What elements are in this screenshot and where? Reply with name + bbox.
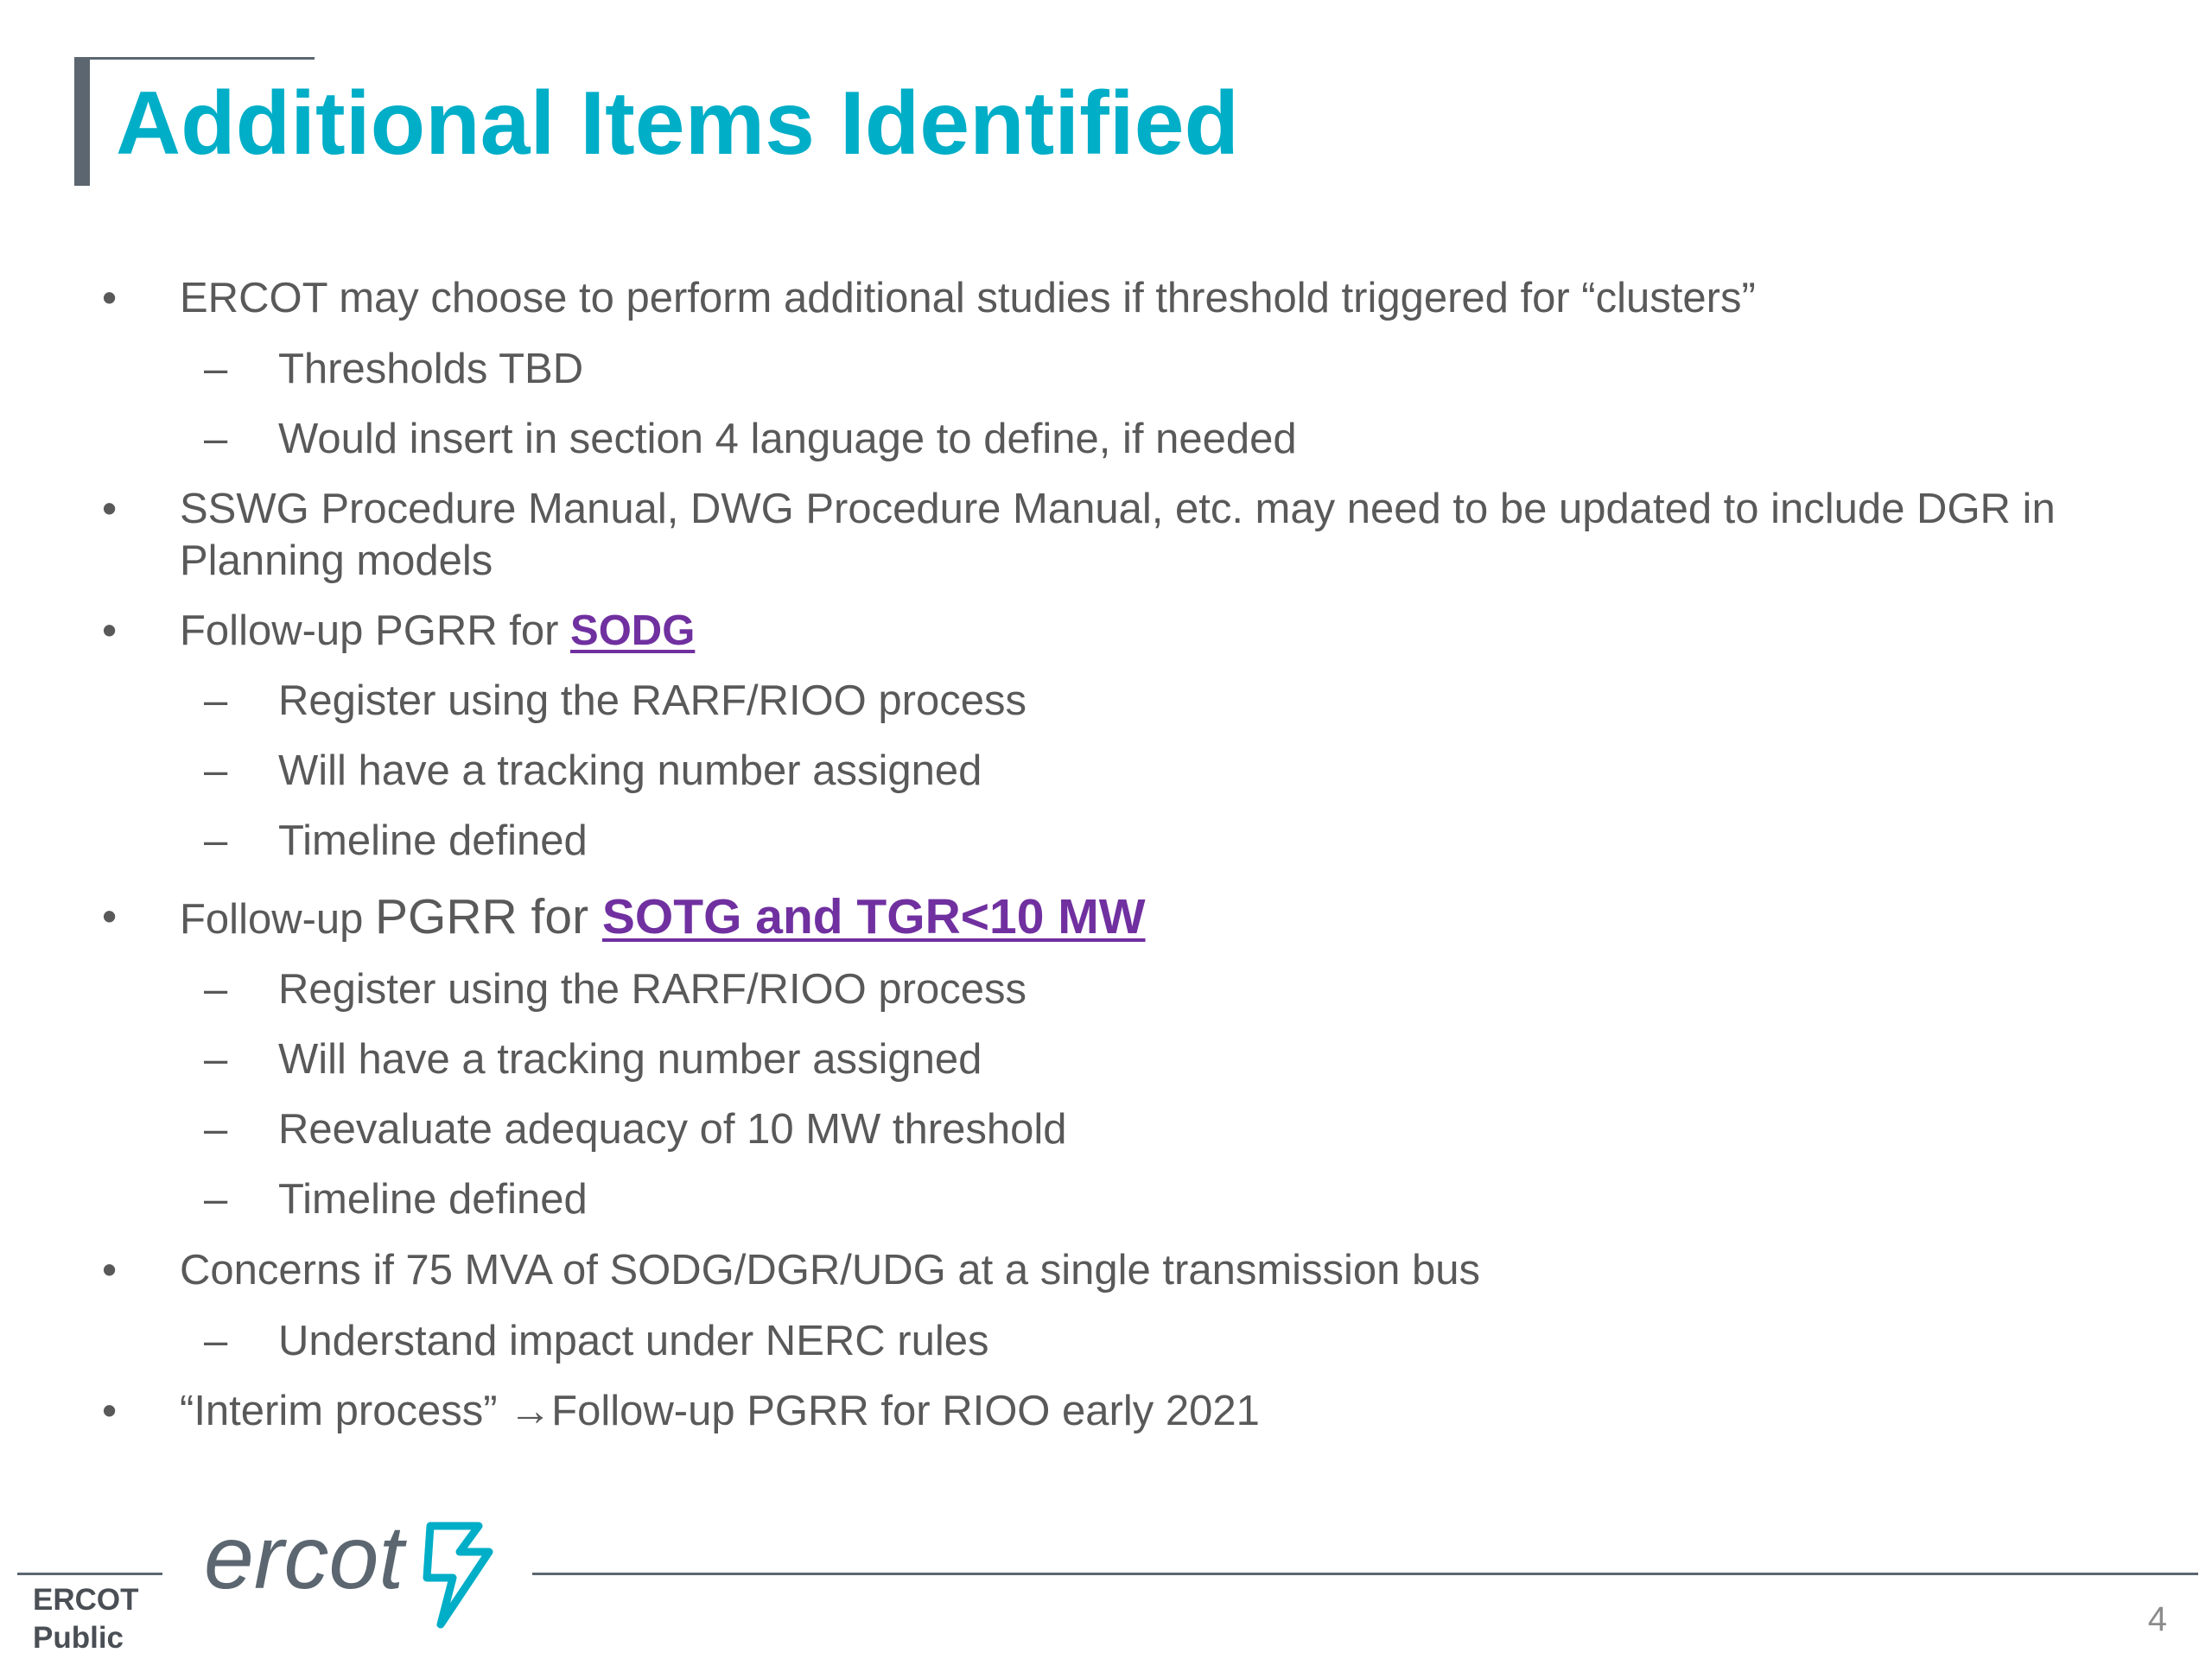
sub-bullet-text: Register using the RARF/RIOO process — [278, 966, 1027, 1013]
bullet-text: Follow-up PGRR for — [180, 607, 571, 654]
bullet-item — [102, 273, 1756, 323]
bullet-item — [102, 484, 2056, 534]
bullet-item — [102, 1386, 1260, 1436]
bullet-text: ERCOT may choose to perform additional studies if threshold triggered for “clusters” — [180, 275, 1756, 321]
sub-bullet-item — [204, 746, 982, 796]
sub-bullet-item — [204, 344, 584, 394]
dash-marker: – — [204, 747, 228, 794]
bullet-marker: • — [102, 1247, 118, 1294]
sub-bullet-item — [204, 816, 588, 866]
sub-bullet-text: Will have a tracking number assigned — [278, 747, 982, 794]
bullet-marker: • — [102, 1388, 118, 1434]
bullet-item — [102, 606, 696, 656]
dash-marker: – — [204, 677, 228, 724]
dash-marker: – — [204, 346, 228, 392]
dash-marker: – — [204, 416, 228, 462]
bullet-text: SSWG Procedure Manual, DWG Procedure Manual, etc. may need to be updated to include DGR in — [180, 486, 2056, 532]
lightning-bolt-icon — [427, 1526, 489, 1624]
bullet-marker: • — [102, 486, 118, 532]
sub-bullet-item — [204, 1104, 1067, 1154]
dash-marker: – — [204, 1036, 228, 1083]
logo-wordmark: ercot — [204, 1510, 404, 1608]
classification-label — [33, 1581, 171, 1657]
dash-marker: – — [204, 1176, 228, 1223]
bullet-item — [102, 1245, 1481, 1295]
dash-marker: – — [204, 966, 228, 1013]
slide-title: Additional Items Identified — [116, 73, 1240, 174]
sub-bullet-text: Timeline defined — [278, 1176, 588, 1223]
sub-bullet-item — [204, 414, 1297, 464]
bullet-marker: • — [102, 893, 118, 940]
sub-bullet-text: Register using the RARF/RIOO process — [278, 677, 1027, 724]
sub-bullet-item — [204, 676, 1027, 726]
footer-rule-right — [532, 1573, 2198, 1575]
sub-bullet-item — [204, 1174, 588, 1224]
sub-bullet-text: Will have a tracking number assigned — [278, 1036, 982, 1083]
bullet-text: Concerns if 75 MVA of SODG/DGR/UDG at a single transmission bus — [180, 1247, 1481, 1294]
footer-rule-left — [17, 1573, 162, 1575]
sotg-tgr-link[interactable]: SOTG and TGR<10 MW — [601, 889, 1146, 944]
ercot-logo-graphic — [204, 1510, 498, 1640]
bullet-text: Follow-up — [180, 896, 376, 943]
bullet-marker: • — [102, 275, 118, 321]
sub-bullet-text: Would insert in section 4 language to define, if needed — [278, 416, 1297, 462]
classification-text: ERCOT Public — [33, 1583, 139, 1655]
sub-bullet-text: Timeline defined — [278, 817, 588, 864]
sub-bullet-text: Thresholds TBD — [278, 346, 584, 392]
sub-bullet-text: Understand impact under NERC rules — [278, 1318, 989, 1364]
bullet-text: Planning models — [180, 537, 493, 584]
sub-bullet-item — [204, 1034, 982, 1084]
ercot-logo — [204, 1510, 498, 1644]
bullet-text: “Interim process” →Follow-up PGRR for RIOO early 2021 — [180, 1388, 1260, 1434]
bullet-text-large: PGRR for — [375, 889, 602, 944]
sodg-link[interactable]: SODG — [570, 607, 696, 654]
dash-marker: – — [204, 1106, 228, 1153]
bullet-item-continuation — [180, 536, 493, 586]
bullet-marker: • — [102, 607, 118, 654]
bullet-item — [102, 889, 1146, 944]
page-number: 4 — [2147, 1600, 2167, 1638]
sub-bullet-item — [204, 964, 1027, 1014]
sub-bullet-text: Reevaluate adequacy of 10 MW threshold — [278, 1106, 1067, 1153]
dash-marker: – — [204, 1318, 228, 1364]
dash-marker: – — [204, 817, 228, 864]
sub-bullet-item — [204, 1316, 989, 1366]
